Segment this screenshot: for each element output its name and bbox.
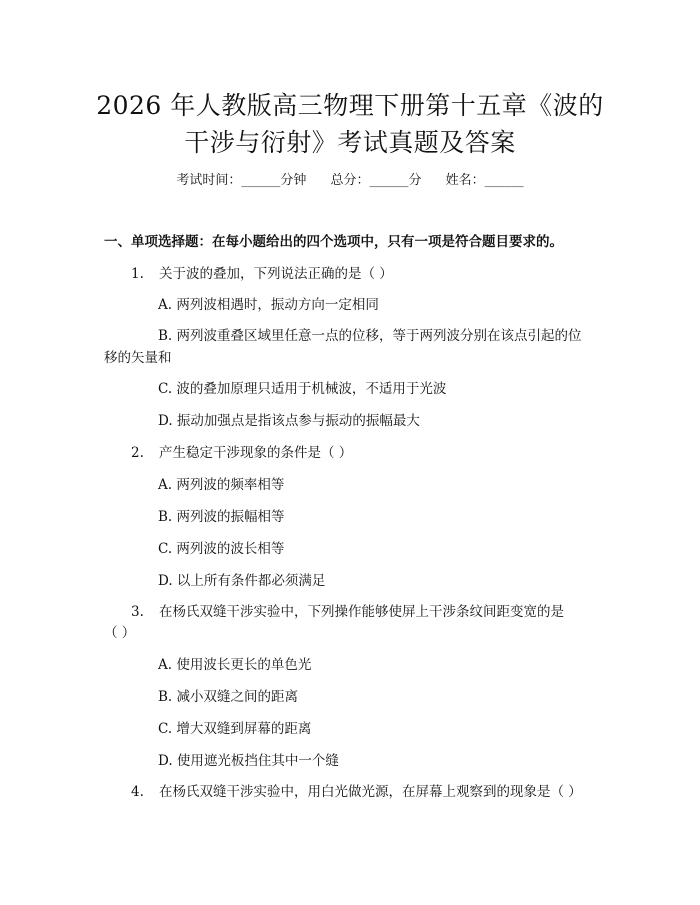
question-3-option-b: B. 减小双缝之间的距离 — [158, 689, 299, 705]
exam-info — [0, 169, 700, 188]
question-2-option-a: A. 两列波的频率相等 — [158, 477, 285, 493]
question-1 — [131, 262, 393, 282]
question-3-stem-continued: （ ） — [104, 625, 136, 641]
question-3-option-a: A. 使用波长更长的单色光 — [158, 657, 312, 673]
exam-score: 总分：______分 — [330, 173, 422, 188]
question-stem: 在杨氏双缝干涉实验中，下列操作能够使屏上干涉条纹间距变宽的是 — [159, 604, 564, 620]
question-stem: 关于波的叠加，下列说法正确的是（ ） — [159, 266, 393, 282]
section-heading: 一、单项选择题：在每小题给出的四个选项中，只有一项是符合题目要求的。 — [104, 234, 563, 250]
question-1-option-b: B. 两列波重叠区域里任意一点的位移，等于两列波分别在该点引起的位 — [158, 328, 582, 344]
question-4 — [131, 780, 582, 800]
question-2-option-b: B. 两列波的振幅相等 — [158, 509, 285, 525]
question-3-option-d: D. 使用遮光板挡住其中一个缝 — [158, 753, 339, 769]
document-title-line-2: 干涉与衍射》考试真题及答案 — [184, 128, 516, 157]
question-1-option-b-continued: 移的矢量和 — [104, 350, 172, 366]
question-2-option-c: C. 两列波的波长相等 — [158, 541, 285, 557]
question-number: 4. — [131, 784, 144, 800]
exam-name: 姓名：______ — [445, 173, 524, 188]
question-number: 3. — [131, 604, 144, 620]
exam-time: 考试时间：______分钟 — [176, 173, 307, 188]
question-1-option-c: C. 波的叠加原理只适用于机械波，不适用于光波 — [158, 381, 447, 397]
question-3 — [131, 600, 564, 620]
question-1-option-d: D. 振动加强点是指该点参与振动的振幅最大 — [158, 413, 420, 429]
question-stem: 在杨氏双缝干涉实验中，用白光做光源，在屏幕上观察到的现象是（ ） — [159, 784, 582, 800]
question-1-option-a: A. 两列波相遇时，振动方向一定相同 — [158, 297, 379, 313]
document-title-line-1: 2026 年人教版高三物理下册第十五章《波的 — [96, 91, 604, 120]
question-number: 1. — [131, 266, 144, 282]
question-2-option-d: D. 以上所有条件都必须满足 — [158, 573, 326, 589]
question-number: 2. — [131, 445, 144, 461]
question-stem: 产生稳定干涉现象的条件是（ ） — [159, 445, 353, 461]
question-3-option-c: C. 增大双缝到屏幕的距离 — [158, 721, 312, 737]
question-2 — [131, 441, 352, 461]
